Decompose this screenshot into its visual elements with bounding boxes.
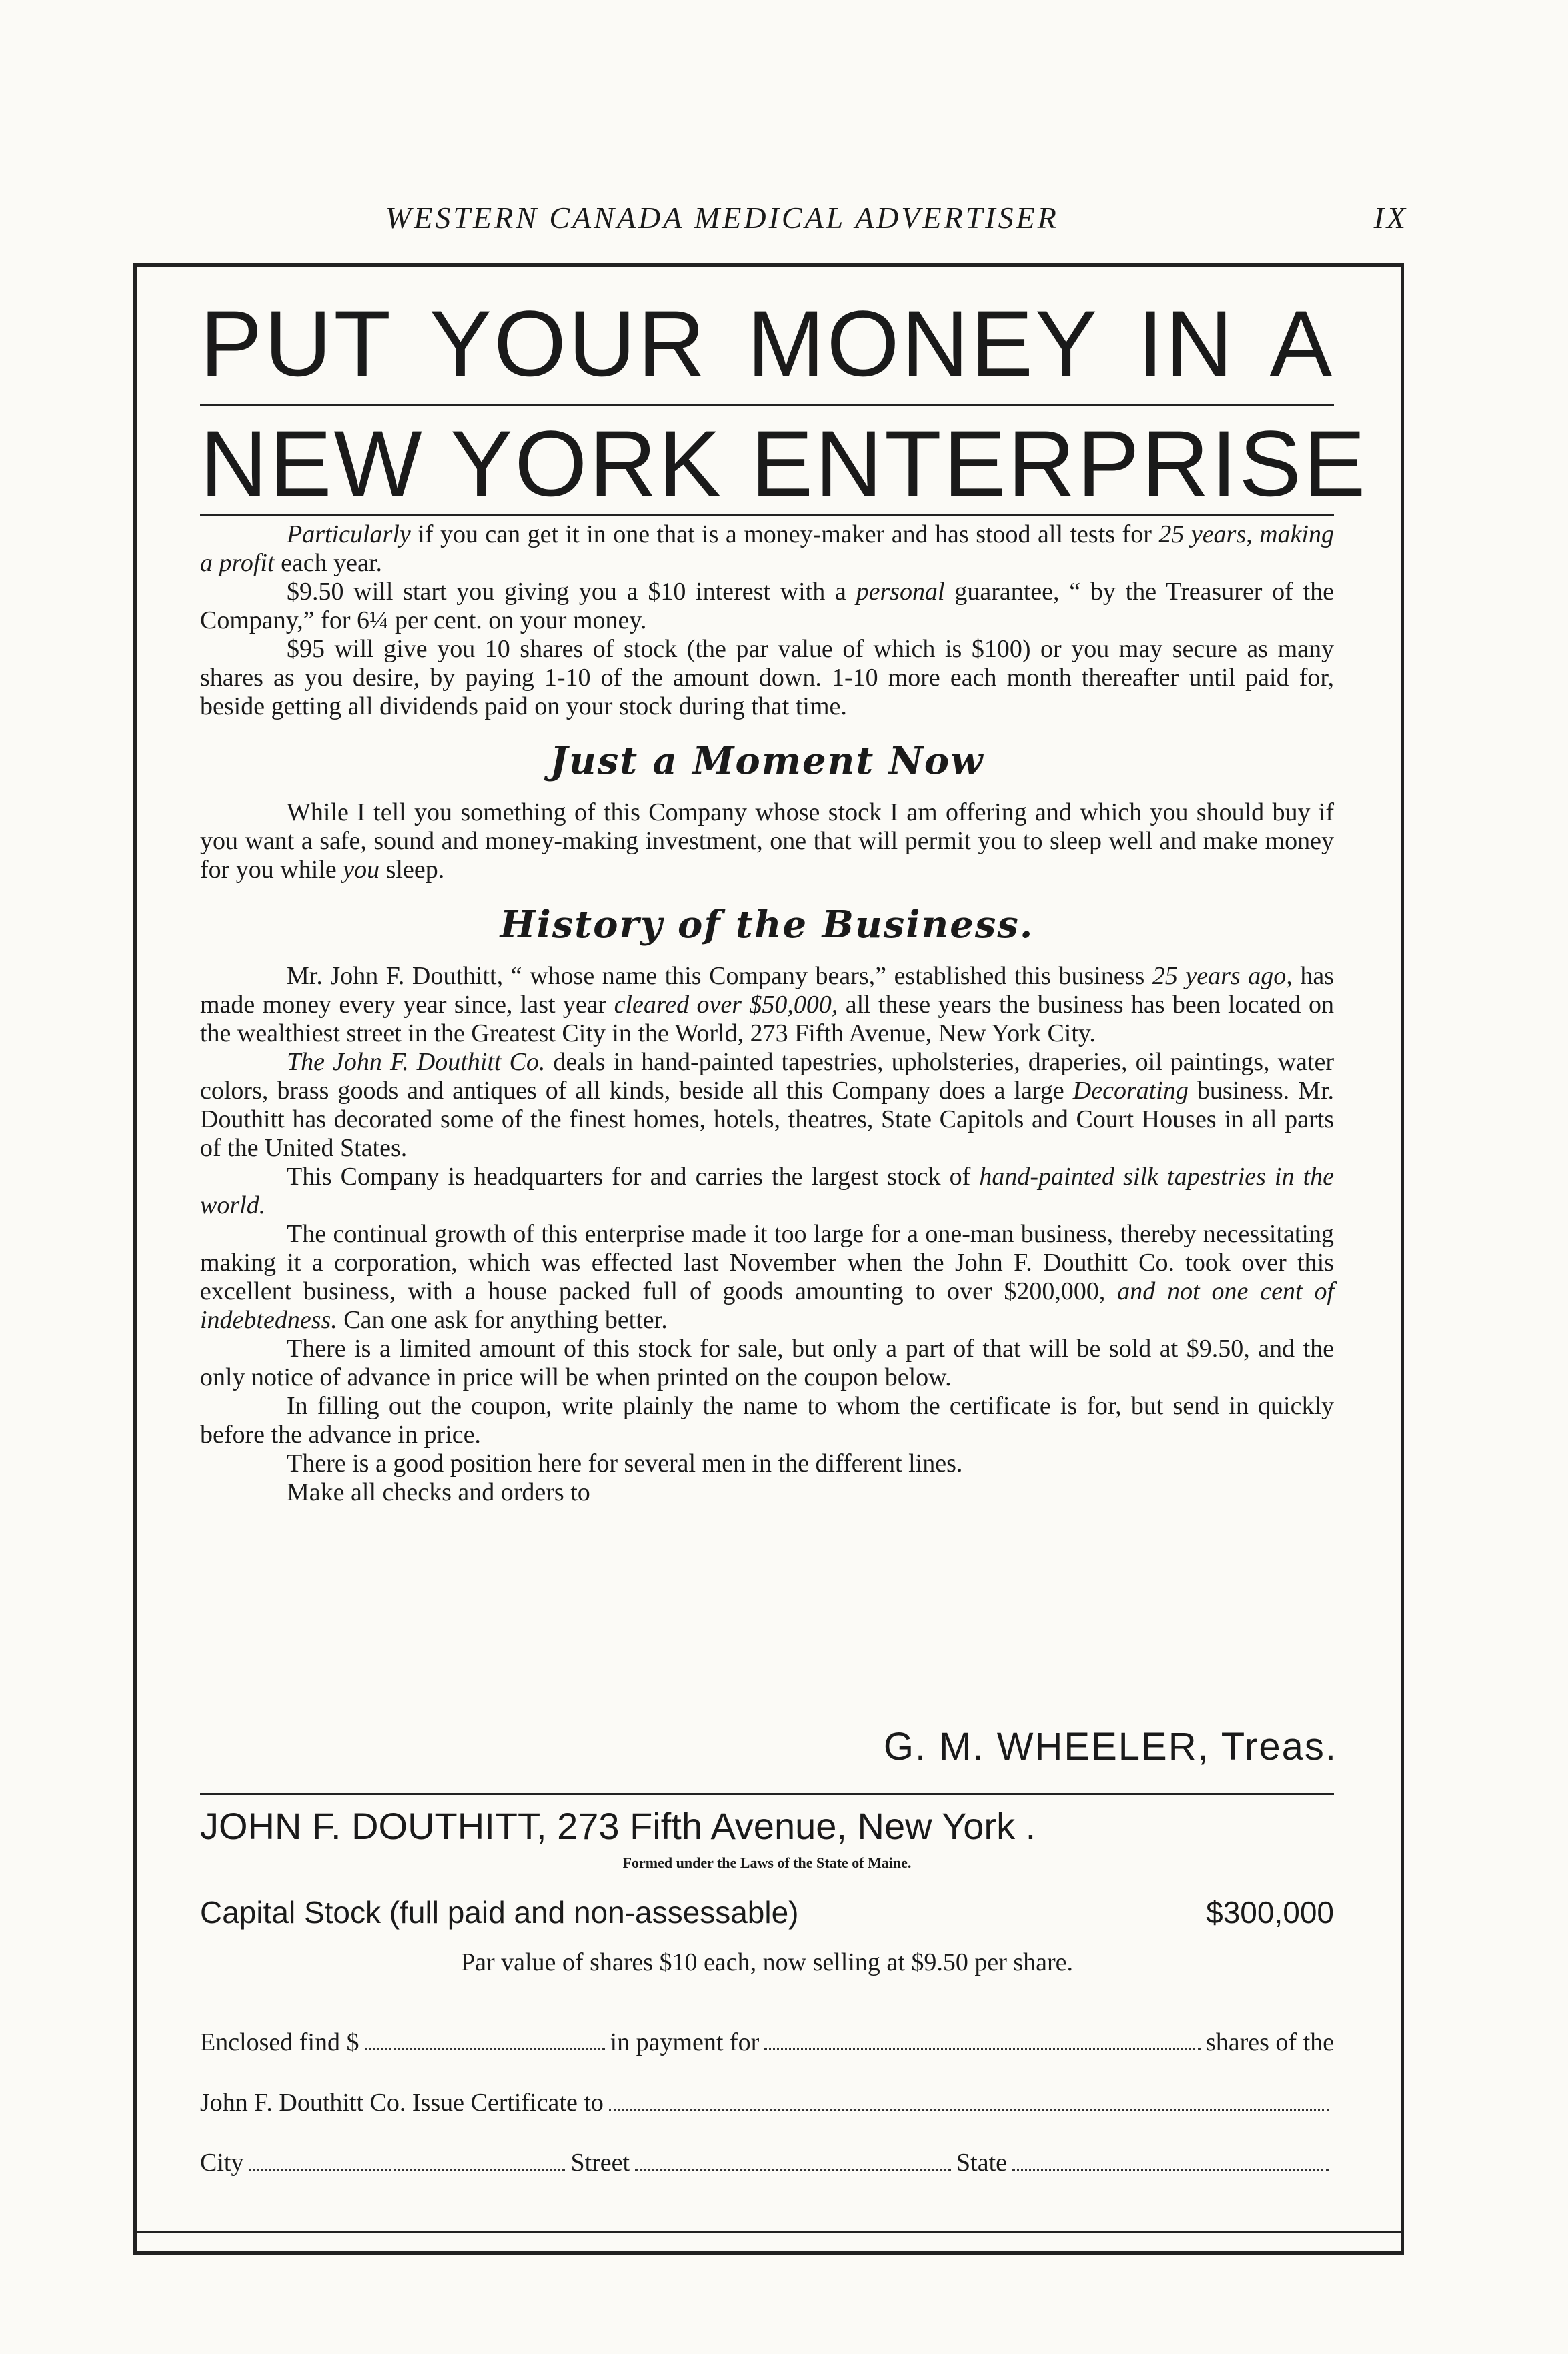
paragraph-headquarters: This Company is headquarters for and carries the largest stock of hand-painted silk tapestries in the world. xyxy=(200,1163,1334,1219)
city-field[interactable] xyxy=(249,2168,565,2171)
capital-stock-amount: $300,000 xyxy=(1206,1895,1334,1930)
headline-rule-bottom xyxy=(200,514,1334,516)
coupon-company-line: JOHN F. DOUTHITT, 273 Fifth Avenue, New York . xyxy=(200,1805,1036,1847)
headline-line-1: PUT YOUR MONEY IN A xyxy=(200,291,1334,396)
paragraph-coupon-instructions: In filling out the coupon, write plainly the name to whom the certificate is for, but send in quickly before the advance in price. xyxy=(200,1392,1334,1449)
paragraph-company-intro: While I tell you something of this Company whose stock I am offering and which you should buy if you want a safe, sound and money-making investment, one that will permit you to sleep well and make money for you while you sleep. xyxy=(200,798,1334,884)
paragraph-checks: Make all checks and orders to xyxy=(287,1478,590,1506)
city-label: City xyxy=(200,2149,244,2177)
headline-rule-top xyxy=(200,404,1334,406)
payment-label: in payment for xyxy=(610,2028,760,2056)
capital-stock-label: Capital Stock (full paid and non-assessable) xyxy=(200,1895,799,1930)
shares-count-field[interactable] xyxy=(764,2048,1201,2050)
paragraph-limited-stock: There is a limited amount of this stock for sale, but only a part of that will be sold at $9.50, and the only notice of advance in price will be when printed on the coupon below. xyxy=(200,1335,1334,1391)
treasurer-signature: G. M. WHEELER, Treas. xyxy=(883,1725,1337,1768)
running-head xyxy=(133,193,1415,247)
advertisement-frame xyxy=(133,263,1404,2255)
paragraph-particularly: Particularly if you can get it in one that is a money-maker and has stood all tests for 25 years, making a profit each year. xyxy=(200,520,1334,577)
par-value-note: Par value of shares $10 each, now selling at $9.50 per share. xyxy=(460,1948,1074,1976)
coupon-certificate-line xyxy=(200,2088,1334,2117)
enclosed-label: Enclosed find $ xyxy=(200,2028,359,2056)
heading-history: History of the Business. xyxy=(500,903,1034,947)
state-field[interactable] xyxy=(1012,2168,1329,2171)
amount-field[interactable] xyxy=(365,2048,605,2050)
street-field[interactable] xyxy=(635,2168,951,2171)
paragraph-shares: $95 will give you 10 shares of stock (the par value of which is $100) or you may secure as many shares as you desire, by paying 1-10 of the amount down. 1-10 more each month thereafter until paid for, beside getting all dividends paid on your stock during that time. xyxy=(200,635,1334,720)
state-label: State xyxy=(956,2149,1008,2177)
street-label: Street xyxy=(570,2149,630,2177)
shares-label: shares of the xyxy=(1205,2028,1334,2056)
issue-certificate-label: John F. Douthitt Co. Issue Certificate to xyxy=(200,2089,604,2117)
page-number: IX xyxy=(1373,201,1408,235)
coupon-formed-note: Formed under the Laws of the State of Maine. xyxy=(622,1854,912,1871)
paragraph-growth: The continual growth of this enterprise made it too large for a one-man business, thereby necessitating making it a corporation, which was effected last November when the John F. Douthitt Co. took over this excellent business, with a house packed full of goods amounting to over $200,000, and not one cent of indebtedness. Can one ask for anything better. xyxy=(200,1220,1334,1334)
paragraph-founder: Mr. John F. Douthitt, “ whose name this Company bears,” established this business 25 years ago, has made money every year since, last year cleared over $50,000, all these years the business has been located on the wealthiest street in the Greatest City in the World, 273 Fifth Avenue, New York City. xyxy=(200,962,1335,1047)
capital-stock-row xyxy=(200,1894,1334,1930)
paragraph-start: $9.50 will start you giving you a $10 interest with a personal guarantee, “ by the Treasurer of the Company,” for 6¼ per cent. on your money. xyxy=(200,578,1334,634)
certificate-name-field[interactable] xyxy=(609,2108,1329,2111)
coupon-payment-line xyxy=(200,2028,1334,2057)
frame-bottom-rule xyxy=(137,2231,1401,2233)
journal-title: WESTERN CANADA MEDICAL ADVERTISER xyxy=(385,201,1059,235)
advert-body xyxy=(200,520,1334,1507)
headline-line-2: NEW YORK ENTERPRISE xyxy=(200,411,1368,516)
paragraph-products: The John F. Douthitt Co. deals in hand-painted tapestries, upholsteries, draperies, oil paintings, water colors, brass goods and antiques of all kinds, beside all this Company does a large Decorating business. Mr. Douthitt has decorated some of the finest homes, hotels, theatres, State Capitols and Court Houses in all parts of the United States. xyxy=(200,1048,1334,1162)
coupon-divider xyxy=(200,1793,1334,1795)
paragraph-positions: There is a good position here for several men in the different lines. xyxy=(287,1449,963,1478)
coupon-address-line xyxy=(200,2148,1334,2177)
heading-just-a-moment: Just a Moment Now xyxy=(550,739,984,783)
